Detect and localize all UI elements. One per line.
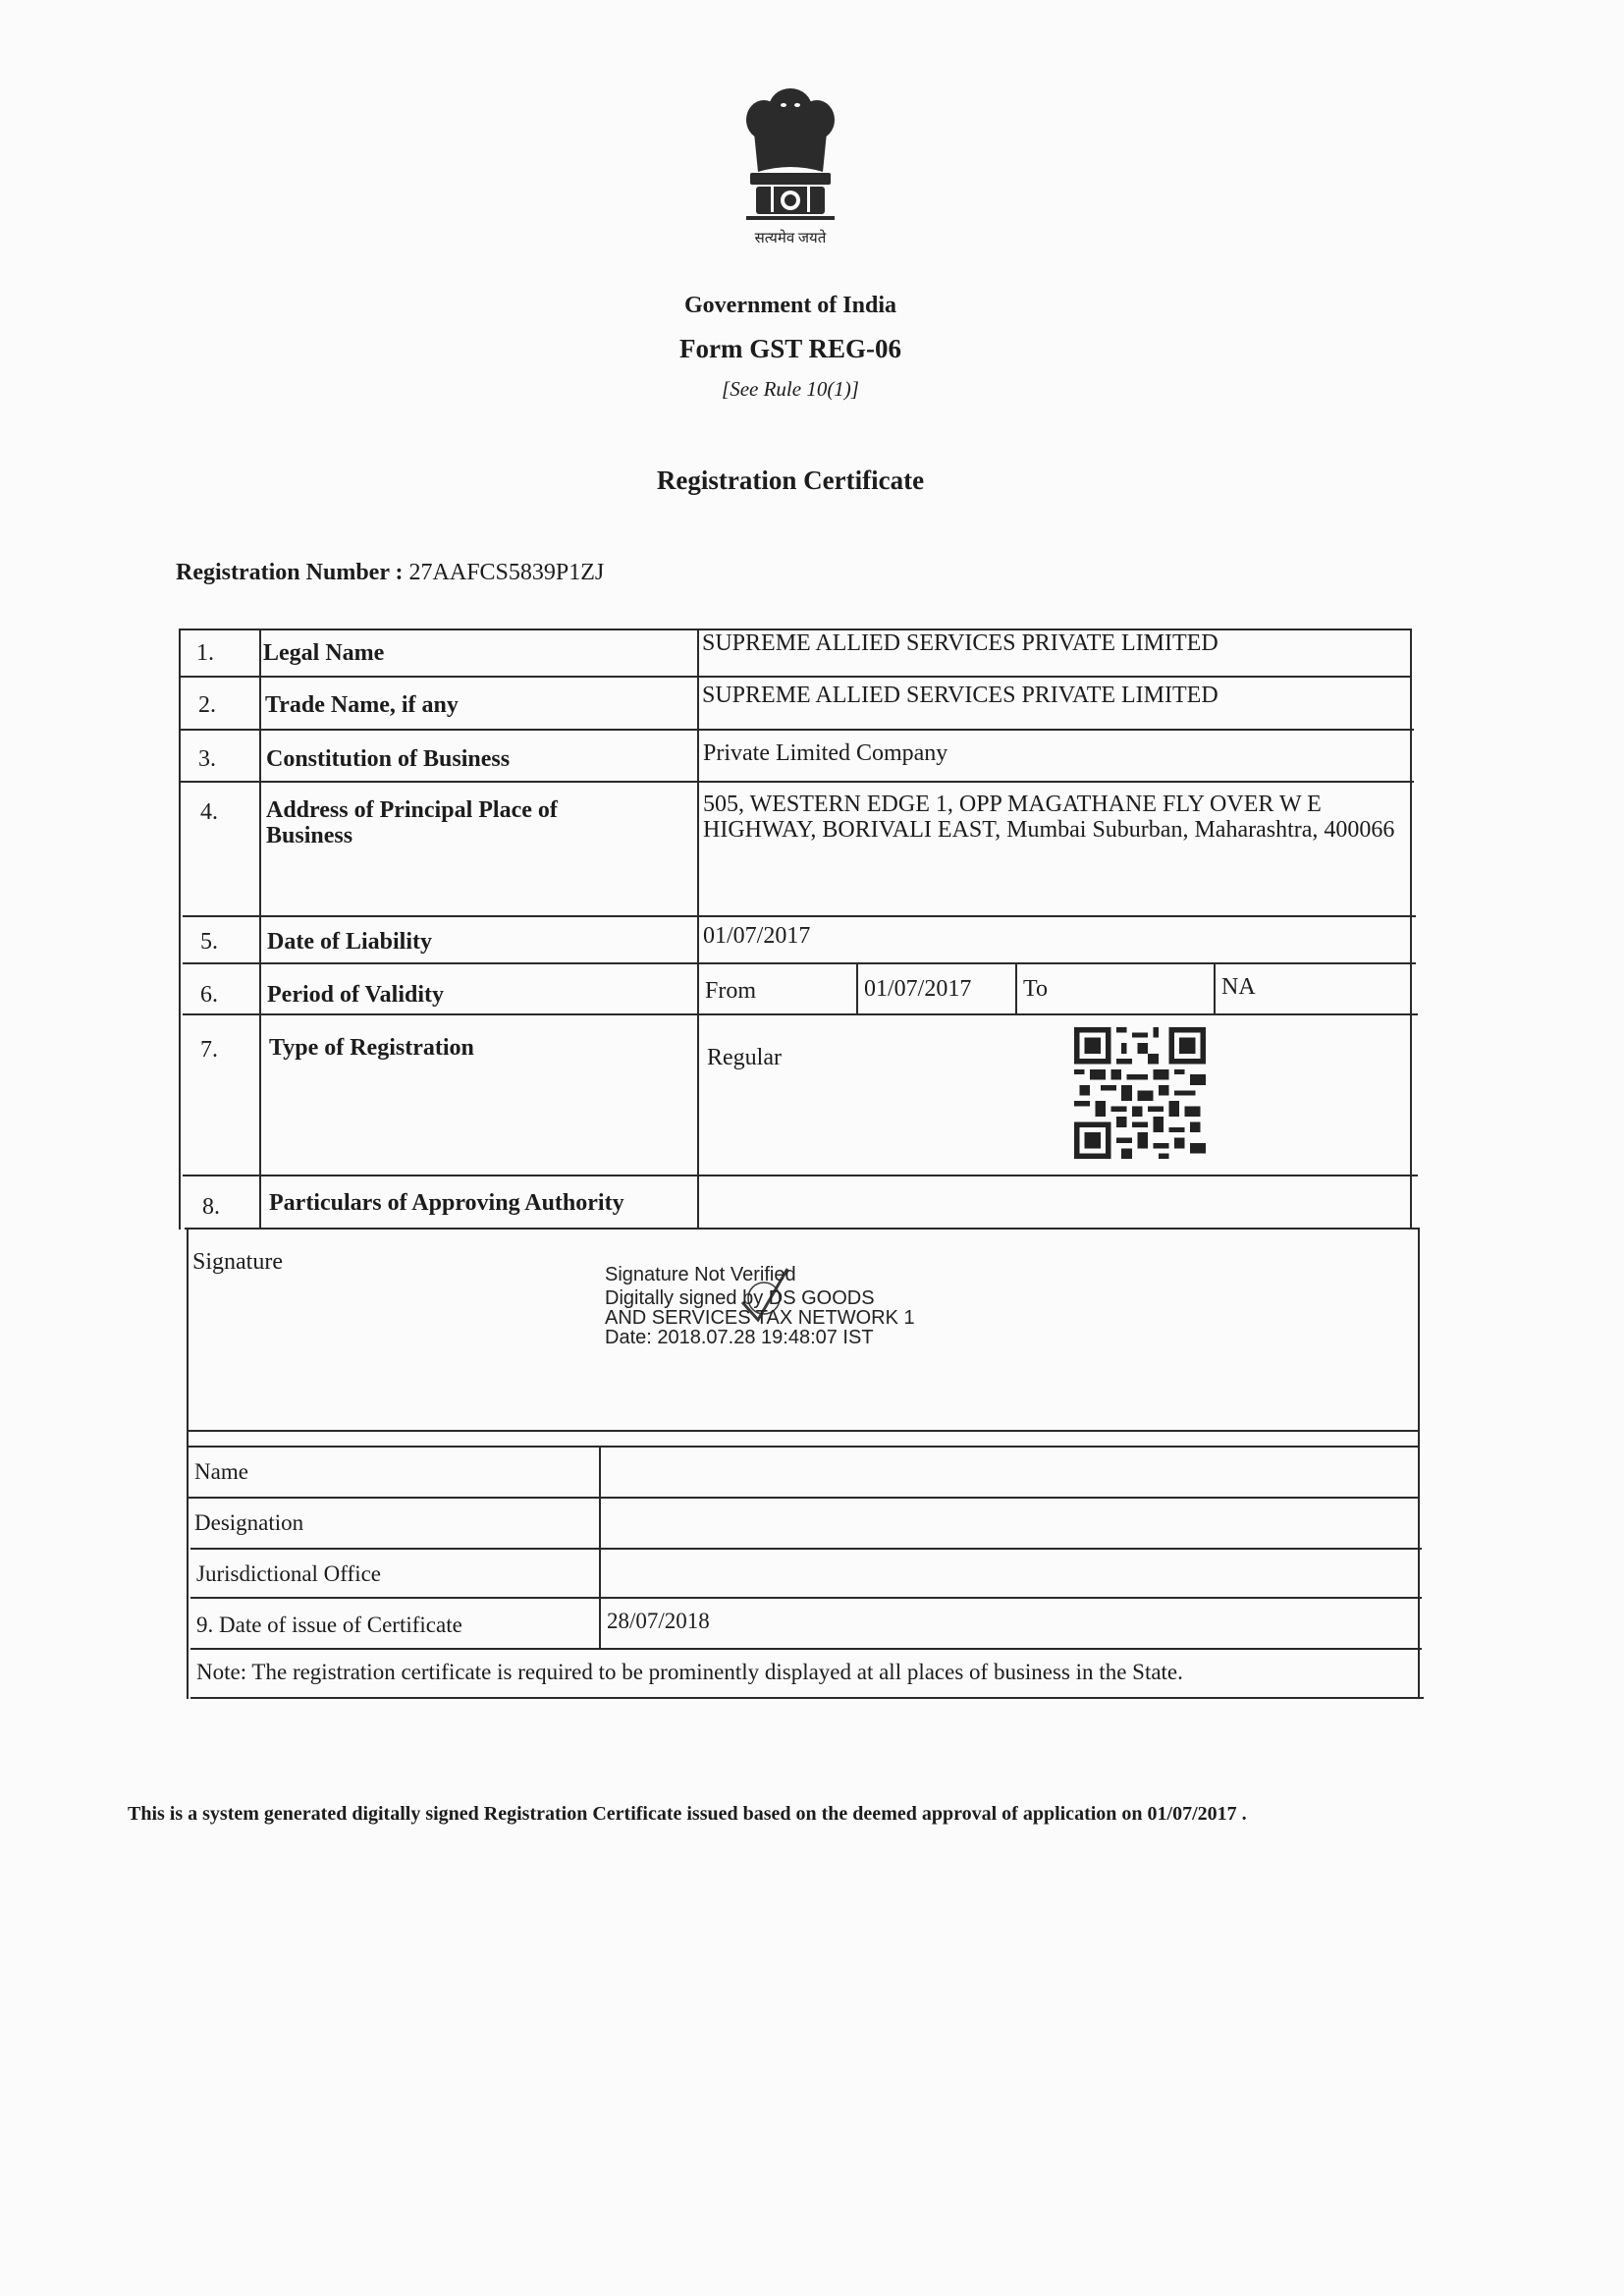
national-emblem	[727, 79, 854, 265]
validity-to-label: To	[1023, 976, 1048, 1002]
validity-from-value: 01/07/2017	[864, 976, 972, 1002]
row-number: 3.	[198, 746, 216, 772]
registration-number-value: 27AAFCS5839P1ZJ	[408, 560, 605, 585]
legal-name-value: SUPREME ALLIED SERVICES PRIVATE LIMITED	[702, 630, 1218, 656]
row-number: 4.	[200, 799, 218, 825]
row-label-period-of-validity: Period of Validity	[267, 982, 445, 1008]
type-of-registration-value: Regular	[707, 1045, 782, 1070]
signature-date: Date: 2018.07.28 19:48:07 IST	[605, 1327, 874, 1348]
row-label-trade-name: Trade Name, if any	[265, 692, 459, 718]
qr-code-icon	[1072, 1027, 1208, 1159]
row-label-legal-name: Legal Name	[263, 640, 385, 666]
signature-signer-line-2: AND SERVICES TAX NETWORK 1	[605, 1307, 915, 1329]
system-generated-footer: This is a system generated digitally signed Registration Certificate issued based on the deemed approval of application on 01/07/2017 .	[128, 1803, 1247, 1825]
government-heading: Government of India	[684, 293, 896, 318]
digital-signature-block	[605, 1265, 915, 1347]
row-label-type-of-registration: Type of Registration	[269, 1035, 474, 1061]
lion-capital-icon	[727, 79, 854, 250]
form-title: Form GST REG-06	[678, 334, 901, 363]
jurisdictional-office-label: Jurisdictional Office	[196, 1561, 381, 1586]
signature-label: Signature	[192, 1249, 283, 1275]
row-number: 2.	[198, 692, 216, 718]
row-label-constitution: Constitution of Business	[266, 746, 511, 772]
rule-reference: [See Rule 10(1)]	[722, 377, 859, 401]
date-of-issue-label: 9. Date of issue of Certificate	[196, 1613, 462, 1637]
validity-to-value: NA	[1221, 974, 1256, 1000]
row-number: 6.	[200, 982, 218, 1008]
name-label: Name	[194, 1459, 248, 1484]
registration-number-label: Registration Number :	[176, 560, 404, 585]
row-label-approving-authority: Particulars of Approving Authority	[269, 1190, 624, 1216]
signature-signer-line: Digitally signed by DS GOODS	[605, 1287, 875, 1309]
registration-number	[176, 560, 604, 586]
date-of-issue-value: 28/07/2018	[607, 1609, 710, 1633]
validity-from-label: From	[705, 978, 757, 1004]
date-of-liability-value: 01/07/2017	[703, 923, 811, 949]
row-label-address: Address of Principal Place of Business	[266, 797, 558, 848]
display-note: Note: The registration certificate is required to be prominently displayed at all places of business in the State.	[196, 1660, 1183, 1684]
address-value: 505, WESTERN EDGE 1, OPP MAGATHANE FLY OVER W E HIGHWAY, BORIVALI EAST, Mumbai Suburban, Maharashtra, 400066	[703, 792, 1395, 843]
row-number: 7.	[200, 1037, 218, 1063]
row-number: 1.	[196, 640, 214, 666]
trade-name-value: SUPREME ALLIED SERVICES PRIVATE LIMITED	[702, 683, 1218, 708]
signature-status: Signature Not Verified	[605, 1264, 796, 1285]
certificate-title: Registration Certificate	[656, 465, 925, 495]
emblem-motto: सत्यमेव जयते	[754, 231, 827, 246]
row-number: 5.	[200, 929, 218, 955]
row-number: 8.	[202, 1194, 220, 1220]
constitution-value: Private Limited Company	[703, 740, 948, 766]
row-label-date-of-liability: Date of Liability	[267, 929, 432, 955]
designation-label: Designation	[194, 1510, 304, 1535]
